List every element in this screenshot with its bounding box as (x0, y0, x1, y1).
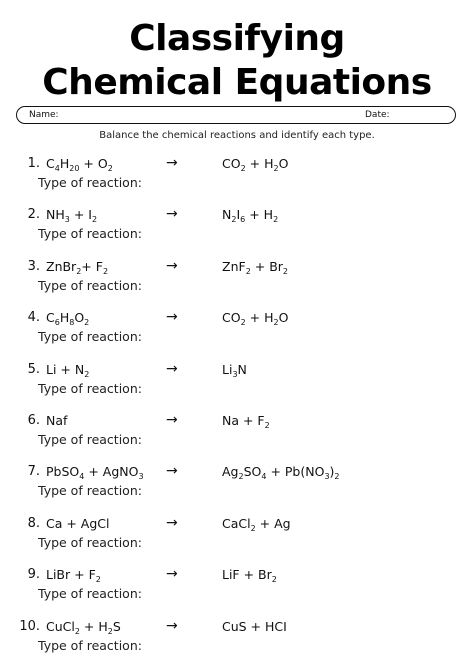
reactants: ZnBr$_2$+ $F_2$ (46, 258, 109, 276)
products: $CO_2 + H_2O$ (222, 310, 289, 328)
date-label: Date: (365, 110, 390, 120)
problem-number: 5. (27, 361, 40, 377)
arrow-icon: → (166, 566, 178, 583)
type-of-reaction-label: Type of reaction: (38, 226, 142, 242)
problem-number: 1. (27, 156, 40, 171)
reactants: $NH_3 + I_2$ (46, 207, 98, 225)
name-label: Name: (29, 110, 59, 120)
problem-number: 6. (27, 413, 40, 428)
type-of-reaction-label: Type of reaction: (38, 586, 142, 602)
problem-number: 8. (27, 515, 40, 531)
arrow-icon: → (166, 514, 178, 531)
products: $ZnF_2 + Br_2$ (222, 258, 289, 276)
problem-item (0, 259, 474, 309)
products: $Ag_2SO_4 + Pb(NO_3)_2$ (222, 464, 340, 482)
products: $N_2I_6 + H_2$ (222, 207, 279, 225)
type-of-reaction-label: Type of reaction: (38, 534, 142, 550)
problem-item (0, 464, 474, 514)
problem-item (0, 207, 474, 257)
products: CaCl$_2$ + Ag (222, 515, 291, 533)
reactants: Naf (46, 413, 68, 428)
products: $Li_3N$ (222, 361, 247, 379)
reactants: CuCl$_2$ + $H_2S$ (46, 618, 121, 636)
worksheet-title-line-1: Classifying (129, 18, 345, 59)
worksheet-title-line-2: Chemical Equations (42, 62, 432, 103)
problem-item (0, 156, 474, 206)
name-date-bar (16, 106, 456, 124)
arrow-icon: → (166, 155, 178, 171)
type-of-reaction-label: Type of reaction: (38, 380, 142, 396)
problem-item (0, 413, 474, 463)
type-of-reaction-label: Type of reaction: (38, 329, 142, 345)
type-of-reaction-label: Type of reaction: (38, 637, 142, 653)
problem-item (0, 619, 474, 669)
arrow-icon: → (166, 257, 178, 274)
arrow-icon: → (166, 412, 178, 428)
reactants: $C_6H_8O_2$ (46, 310, 90, 328)
type-of-reaction-label: Type of reaction: (38, 432, 142, 447)
products: CuS + HCI (222, 618, 287, 634)
instructions: Balance the chemical reactions and identify each type. (99, 130, 375, 141)
arrow-icon: → (166, 206, 178, 223)
arrow-icon: → (166, 463, 178, 480)
reactants: PbSO$_4$ + AgNO$_3$ (46, 464, 144, 482)
type-of-reaction-label: Type of reaction: (38, 483, 142, 499)
reactants: $Li + N_2$ (46, 361, 90, 379)
reactants: $C_4H_{20} + O_2$ (46, 156, 113, 173)
arrow-icon: → (166, 309, 178, 326)
reactants: LiBr + $F_2$ (46, 567, 101, 585)
problem-number: 4. (27, 310, 40, 326)
problem-number: 3. (27, 258, 40, 274)
arrow-icon: → (166, 617, 178, 634)
problem-item (0, 310, 474, 360)
products: $CO_2 + H_2O$ (222, 156, 289, 173)
products: LiF + $Br_2$ (222, 567, 277, 585)
products: $Na + F_2$ (222, 413, 270, 430)
type-of-reaction-label: Type of reaction: (38, 175, 142, 190)
problem-item (0, 362, 474, 412)
problem-number: 7. (27, 464, 40, 480)
problem-number: 2. (27, 207, 40, 223)
problem-number: 10. (19, 618, 40, 634)
reactants: Ca + AgCl (46, 515, 110, 531)
type-of-reaction-label: Type of reaction: (38, 277, 142, 293)
problem-item (0, 567, 474, 617)
problem-item (0, 516, 474, 566)
arrow-icon: → (166, 360, 178, 377)
problem-number: 9. (27, 567, 40, 583)
